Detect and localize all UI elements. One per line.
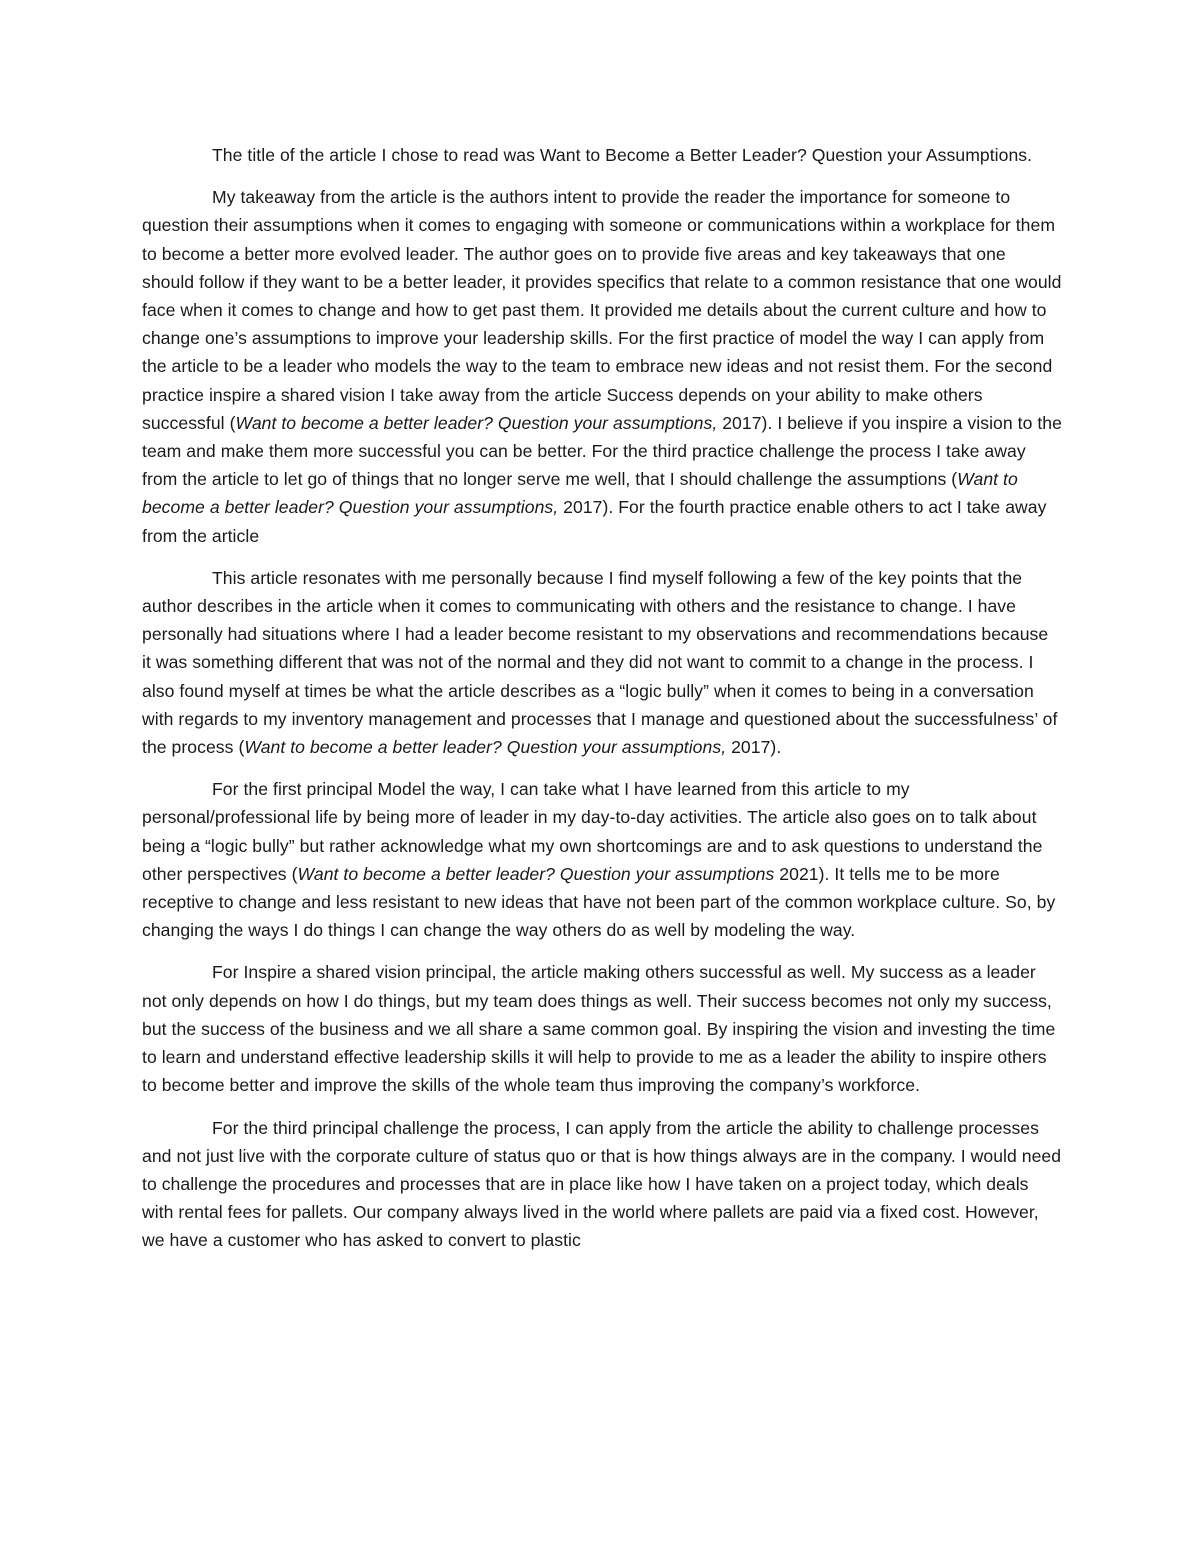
citation-title: Want to become a better leader? Question your assumptions, xyxy=(244,737,727,758)
paragraph xyxy=(142,183,1062,550)
citation-title: Want to become a better leader? Question your assumptions, xyxy=(235,412,718,433)
paragraph-text: For the first principal Model the way, I can take what I have learned from this article to my personal/professional life by being more of leader in my day-to-day activities. The article also goes on to talk about being a “logic bully” but rather acknowledge what my own shortcomings are and to ask questions to understand the other perspectives ( xyxy=(142,779,1043,884)
paragraph xyxy=(142,775,1062,944)
paragraph-text: 2017). xyxy=(726,737,782,758)
paragraph-text: My takeaway from the article is the authors intent to provide the reader the importance for someone to question their assumptions when it comes to engaging with someone or communications within a workplace for them to become a better more evolved leader. The author goes on to provide five areas and key takeaways that one should follow if they want to be a better leader, it provides specifics that relate to a common resistance that one would face when it comes to change and how to get past them. It provided me details about the current culture and how to change one’s assumptions to improve your leadership skills. For the first practice of model the way I can apply from the article to be a leader who models the way to the team to embrace new ideas and not resist them. For the second practice inspire a shared vision I take away from the article Success depends on your ability to make others successful ( xyxy=(142,187,1062,433)
paragraph-text: For the third principal challenge the process, I can apply from the article the ability to challenge processes and not just live with the corporate culture of status quo or that is how things always are in the company. I would need to challenge the procedures and processes that are in place like how I have taken on a project today, which deals with rental fees for pallets. Our company always lived in the world where pallets are paid via a fixed cost. However, we have a customer who has asked to convert to plastic xyxy=(142,1117,1062,1251)
paragraph xyxy=(142,1114,1062,1255)
paragraph xyxy=(142,141,1062,169)
paragraph-text: 2021). It tells me to be more receptive to change and less resistant to new ideas that have not been part of the common workplace culture. So, by changing the ways I do things I can change the way others do as well by modeling the way. xyxy=(142,863,1056,941)
paragraph xyxy=(142,564,1062,761)
paragraph-text: 2017). I believe if you inspire a vision to the team and make them more successful you can be better. For the third practice challenge the process I take away from the article to let go of things that no longer serve me well, that I should challenge the assumptions ( xyxy=(142,412,1062,490)
document-body xyxy=(142,141,1062,1269)
paragraph-text: For Inspire a shared vision principal, the article making others successful as well. My success as a leader not only depends on how I do things, but my team does things as well. Their success becomes not only my success, but the success of the business and we all share a same common goal. By inspiring the vision and investing the time to learn and understand effective leadership skills it will help to provide to me as a leader the ability to inspire others to become better and improve the skills of the whole team thus improving the company’s workforce. xyxy=(142,962,1056,1096)
paragraph-text: 2017). For the fourth practice enable others to act I take away from the article xyxy=(142,497,1047,546)
citation-title: Want to become a better leader? Question your assumptions, xyxy=(142,469,1018,518)
citation-title: Want to become a better leader? Question your assumptions xyxy=(297,863,775,884)
paragraph xyxy=(142,958,1062,1099)
paragraph-text: The title of the article I chose to read was Want to Become a Better Leader? Question your Assumptions. xyxy=(212,145,1033,165)
paragraph-text: This article resonates with me personally because I find myself following a few of the key points that the author describes in the article when it comes to communicating with others and the resistance to change. I have personally had situations where I had a leader become resistant to my observations and recommendations because it was something different that was not of the normal and they did not want to commit to a change in the process. I also found myself at times be what the article describes as a “logic bully” when it comes to being in a conversation with regards to my inventory management and processes that I manage and questioned about the successfulness’ of the process ( xyxy=(142,567,1058,758)
